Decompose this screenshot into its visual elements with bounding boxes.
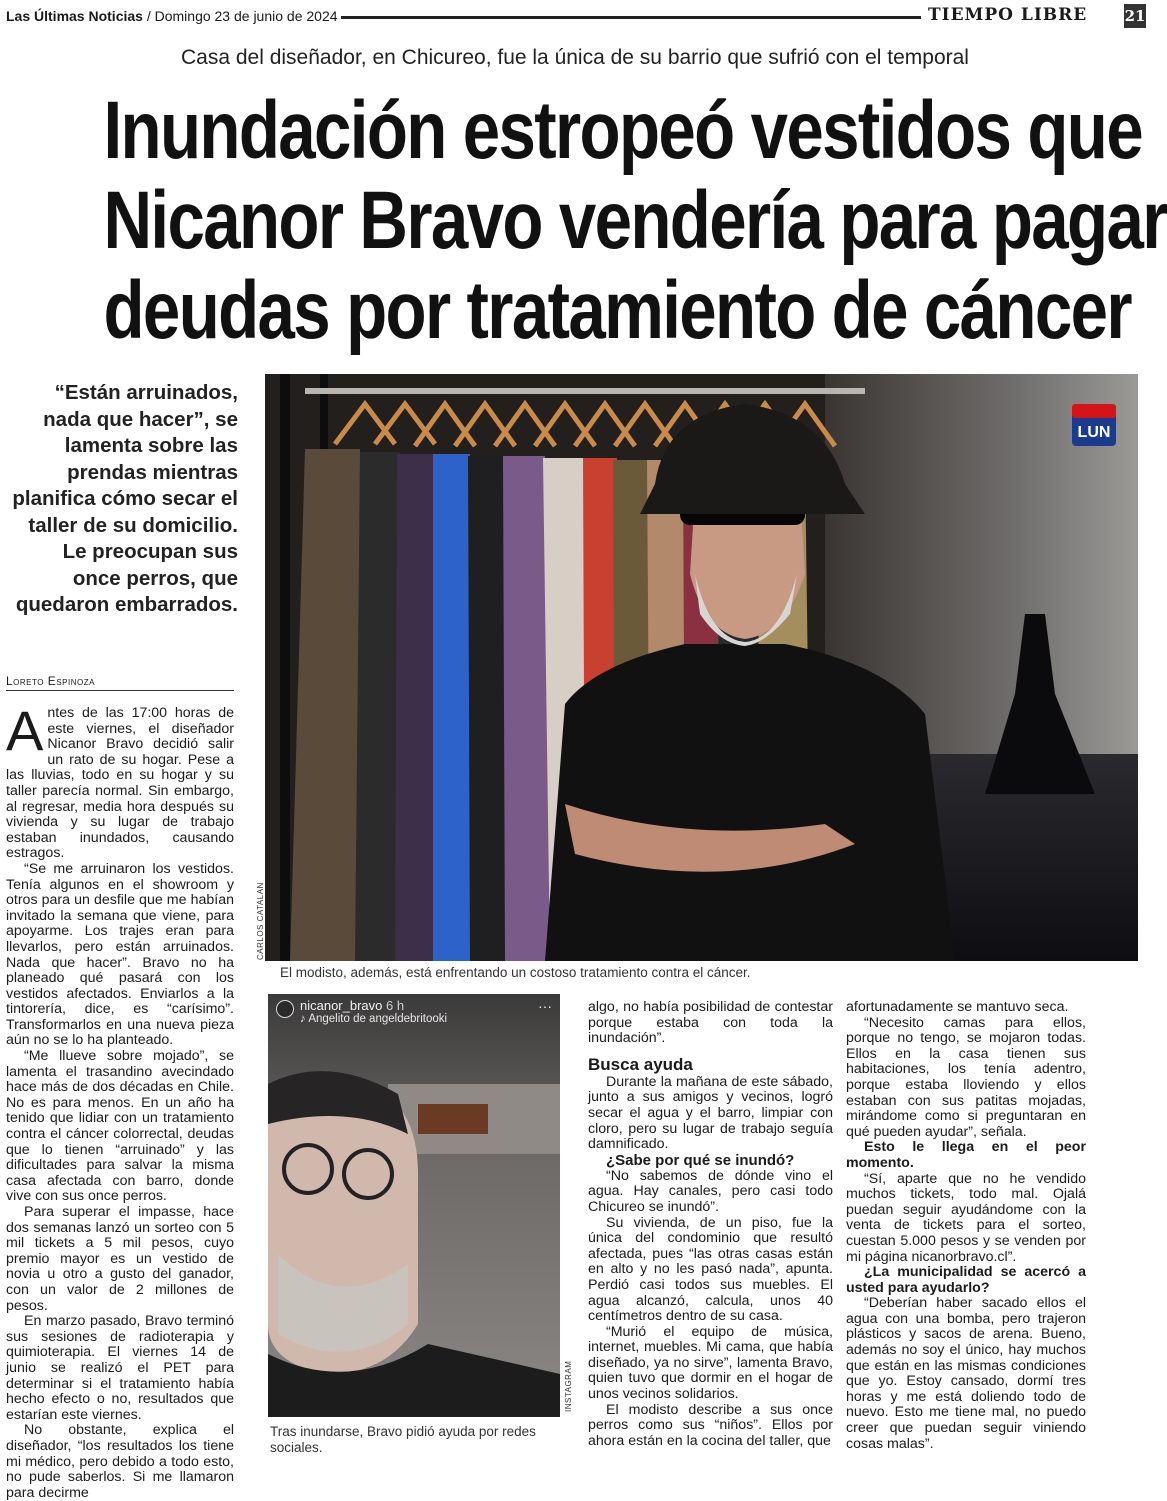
paragraph: “Sí, aparte que no he vendido muchos tickets, todo mal. Ojalá puedan seguir ayudándome con la venta de tickets para el sorteo, cuestan 5.000 pesos y se venden por mi página nicanorbravo.cl”. (846, 1170, 1086, 1265)
instagram-photo (268, 994, 560, 1417)
article-column-1 (6, 699, 234, 1501)
paragraph: Su vivienda, de un piso, fue la única del condominio que resultó afectada, pues “las otras casas están en alto y no les pasó nada”, apunta. Perdió casi todos sus muebles. El agua alcanzó, calcula, unos 40 centímetros dentro de su casa. (588, 1214, 833, 1325)
deck: “Están arruinados, nada que hacer”, se lamenta sobre las prendas mientras planifica cómo secar el taller de su domicilio. Le preocupan sus once perros, que quedaron embarrados. (12, 381, 238, 616)
headline (103, 85, 1167, 356)
paragraph: “Se me arruinaron los vestidos. Tenía algunos en el showroom y otros para un desfile que me habían invitado la semana que viene, para apoyarme. Los trajes eran para llevarlos, pero están arruinados. Nada que hacer”. Bravo no ha planeado qué pasará con los vestidos afectados. Enviarlos a la tintorería, dice, es “carísimo”. Transformarlos en una nueva pieza aún no se lo ha planteado. (6, 860, 234, 1049)
article-column-4 (846, 1000, 1086, 1452)
subhead: Busca ayuda (588, 1054, 693, 1074)
paper-name: Las Últimas Noticias (6, 8, 143, 24)
drop-cap: A (6, 699, 44, 762)
headline-line: Nicanor Bravo vendería para pagar (103, 175, 1167, 266)
interview-question: ¿La municipalidad se acercó a usted para ayudarlo? (846, 1264, 1086, 1296)
photo-caption-main: El modisto, además, está enfrentando un costoso tratamiento contra el cáncer. (280, 965, 751, 980)
more-icon: ··· (538, 998, 552, 1014)
paragraph: “Deberían haber sacado ellos el agua con una bomba, pero trajeron plásticos y sacos de arena. Bueno, además no soy el único, hay muchos que están en las mismas condiciones que yo. Estoy cansado, dormí tres horas y me está doliendo todo de nuevo. Esto me tiene mal, no puedo creer que puedan seguir viniendo cosas malas”. (846, 1295, 1086, 1452)
paragraph: “No sabemos de dónde vino el agua. Hay canales, pero casi todo Chicureo se inundó”. (588, 1167, 833, 1215)
section-name: TIEMPO LIBRE (928, 5, 1088, 25)
masthead-left (6, 8, 338, 24)
ig-time: 6 h (386, 998, 405, 1013)
paragraph: “Me llueve sobre mojado”, se lamenta el trasandino avecindado hace más de dos décadas en Chile. No es para menos. En un año ha tenido que lidiar con un tratamiento contra el cáncer colorrectal, deudas que lo tienen “arruinado” y las dificultades para salvar la misma casa afectada con barro, donde vive con sus once perros. (6, 1048, 234, 1205)
main-photo (265, 374, 1138, 961)
ig-song (300, 1013, 447, 1025)
byline (6, 674, 234, 691)
paragraph-text: ntes de las 17:00 horas de este viernes, el diseñador Nicanor Bravo decidió salir un rato de su hogar. Pese a las lluvias, todo en su hogar y su taller parecía normal. Sin embargo, al regresar, media hora después su vivienda y su lugar de trabajo estaban inundados, causando estragos. (6, 705, 234, 862)
interview-question: ¿Sabe por qué se inundó? (606, 1151, 795, 1169)
ig-header (300, 998, 404, 1013)
page-number: 21 (1124, 4, 1146, 28)
kicker: Casa del diseñador, en Chicureo, fue la única de su barrio que sufrió con el temporal (181, 46, 969, 69)
photo-caption-ig: Tras inundarse, Bravo pidió ayuda por redes sociales. (270, 1424, 536, 1455)
photo-credit-main: CARLOS CATALAN (256, 882, 265, 960)
avatar (276, 1000, 294, 1018)
article-column-3 (588, 1000, 833, 1449)
issue-date: / Domingo 23 de junio de 2024 (146, 8, 338, 24)
instagram-selfie-illustration (268, 994, 560, 1417)
photo-credit-ig: INSTAGRAM (564, 1360, 573, 1412)
headline-line: deudas por tratamiento de cáncer (103, 265, 1131, 356)
ig-username: nicanor_bravo (300, 998, 383, 1013)
interview-question: Esto le llega en el peor momento. (846, 1139, 1086, 1171)
paragraph: algo, no había posibilidad de contestar porque estaba con toda la inundación”. (588, 999, 833, 1047)
lun-logo-text: LUN (1077, 424, 1111, 441)
paragraph: Para superar el impasse, hace dos semanas lanzó un sorteo con 5 mil tickets a 5 mil pesos, cuyo premio mayor es un vestido de novia u otro a gusto del ganador, con un valor de 2 millones de pesos. (6, 1204, 234, 1314)
paragraph: El modisto describe a sus once perros como sus “niños”. Ellos por ahora están en la cocina del taller, que (588, 1401, 833, 1449)
paragraph: No obstante, explica el diseñador, “los resultados los tiene mi médico, pero debido a todo esto, no pude saberlos. Si me llamaron para decirme (6, 1422, 234, 1501)
masthead-rule (341, 16, 921, 19)
paragraph (6, 699, 234, 862)
ig-song-title: Angelito de angeldebritooki (308, 1013, 448, 1025)
paragraph: “Necesito camas para ellos, porque no tengo, se mojaron todas. Ellos en la casa tienen sus habitaciones, los tenía adentro, porque estaba lloviendo y ellos estaban con sus patitas mojadas, mirándome como si preguntaran en qué pueden ayudar”, señala. (846, 1014, 1086, 1140)
lun-logo-badge (1072, 404, 1116, 446)
paragraph: “Murió el equipo de música, internet, muebles. Mi cama, que había diseñado, ya no sirve”, lamenta Bravo, quien tuvo que dormir en el hogar de unos vecinos solidarios. (588, 1323, 833, 1403)
paragraph: afortunadamente se mantuvo seca. (846, 999, 1069, 1015)
headline-line: Inundación estropeó vestidos que (103, 85, 1142, 176)
music-note-icon: ♪ (300, 1013, 309, 1025)
masthead (6, 6, 1144, 28)
paragraph: Durante la mañana de este sábado, junto a sus amigos y vecinos, logró secar el agua y el barro, limpiar con cloro, pero su lugar de trabajo seguía damnificado. (588, 1073, 833, 1153)
paragraph: En marzo pasado, Bravo terminó sus sesiones de radioterapia y quimioterapia. El viernes 14 de junio se realizó el PET para determinar si el tratamiento había hecho efecto o no, resultados que estarían este viernes. (6, 1313, 234, 1423)
designer-portrait-illustration (265, 374, 1138, 961)
byline-name: Loreto Espinoza (6, 674, 95, 688)
